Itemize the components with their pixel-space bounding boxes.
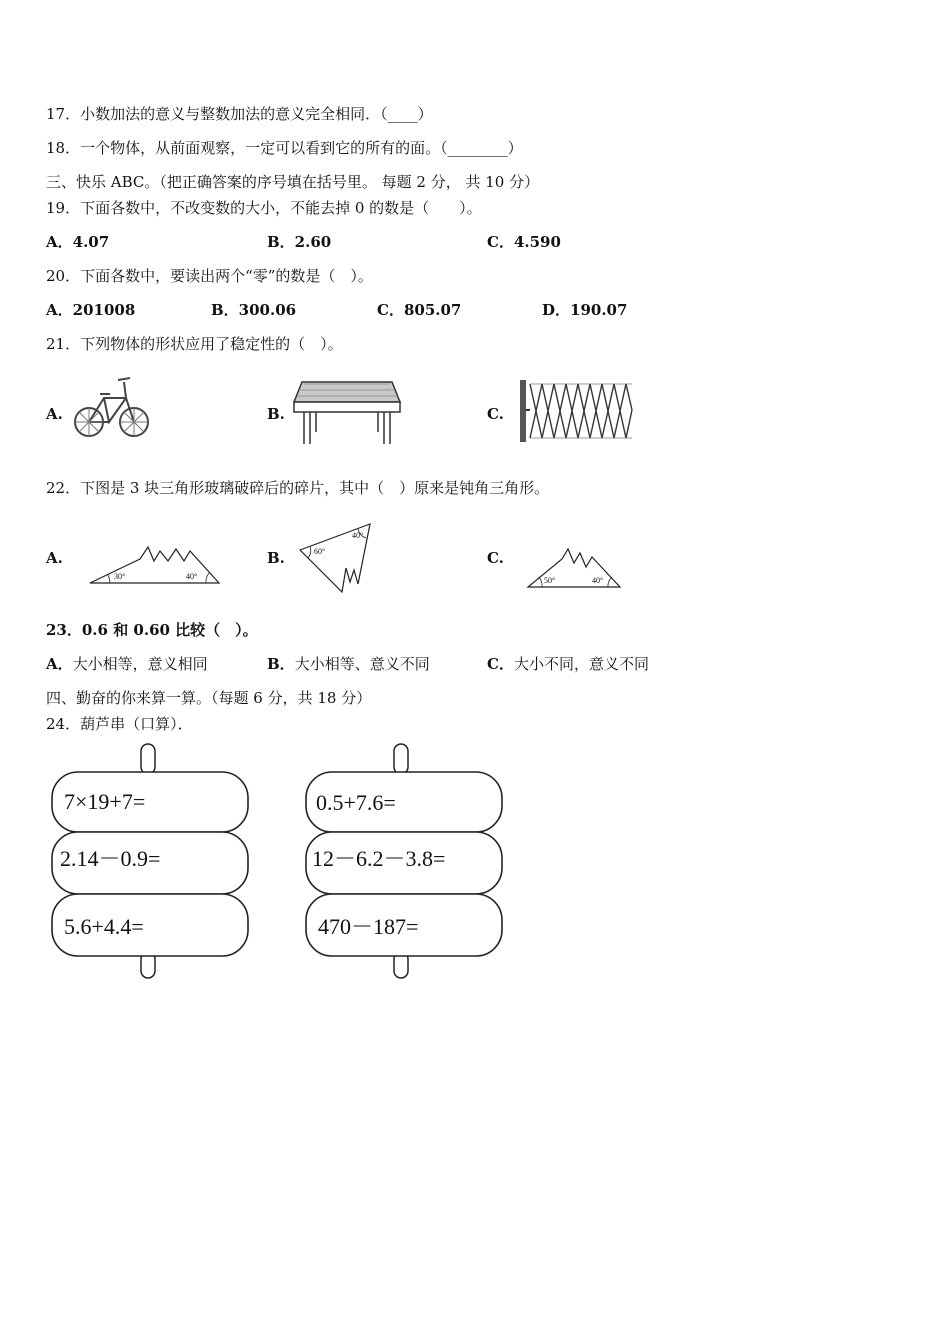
gourd-left-expression-2: 2.14－0.9= bbox=[60, 846, 161, 871]
gourd-left-expression-1: 7×19+7= bbox=[64, 789, 146, 814]
q20-option-a: A．201008 bbox=[46, 301, 136, 319]
gourd-right-expression-3: 470－187= bbox=[318, 914, 419, 939]
gourd-right-expression-2: 12－6.2－3.8= bbox=[312, 846, 446, 871]
gourd-left-expression-3: 5.6+4.4= bbox=[64, 914, 144, 939]
section-3-heading: 三、快乐 ABC。（把正确答案的序号填在括号里。 每题 2 分， 共 10 分） bbox=[46, 173, 540, 191]
question-17: 17．小数加法的意义与整数加法的意义完全相同．（____） bbox=[46, 105, 433, 123]
question-23: 23．0.6 和 0.60 比较（ ）。 bbox=[46, 621, 258, 639]
question-18: 18．一个物体，从前面观察，一定可以看到它的所有的面。（________） bbox=[46, 139, 523, 157]
gourd-skewer-right bbox=[302, 742, 508, 982]
angle-label: 40° bbox=[186, 572, 198, 581]
q22-label-b: B. bbox=[267, 549, 285, 567]
question-21: 21．下列物体的形状应用了稳定性的（ ）。 bbox=[46, 335, 343, 353]
q23-option-b: B．大小相等、意义不同 bbox=[267, 655, 430, 673]
q23-option-c: C．大小不同，意义不同 bbox=[487, 655, 649, 673]
scissor-gate-image bbox=[518, 380, 636, 442]
triangle-fragment-a bbox=[86, 545, 222, 587]
q21-label-b: B. bbox=[267, 405, 285, 423]
triangle-fragment-c bbox=[524, 545, 624, 591]
question-22: 22．下图是 3 块三角形玻璃破碎后的碎片，其中（ ）原来是钝角三角形。 bbox=[46, 479, 550, 497]
q23-option-a: A．大小相等，意义相同 bbox=[46, 655, 208, 673]
q20-option-b: B．300.06 bbox=[211, 301, 297, 319]
q19-option-c: C．4.590 bbox=[487, 233, 561, 251]
gourd-right-expression-1: 0.5+7.6= bbox=[316, 790, 396, 815]
gourd-skewer-left bbox=[48, 742, 254, 982]
angle-label: 40° bbox=[592, 576, 604, 585]
angle-label: 60° bbox=[314, 547, 326, 556]
q19-option-a: A．4.07 bbox=[46, 233, 110, 251]
triangle-fragment-b bbox=[296, 520, 376, 594]
q21-label-c: C. bbox=[487, 405, 504, 423]
q19-option-b: B．2.60 bbox=[267, 233, 332, 251]
angle-label: 50° bbox=[544, 576, 556, 585]
table-image bbox=[292, 380, 402, 446]
angle-label: 30° bbox=[114, 572, 126, 581]
bicycle-image bbox=[74, 368, 150, 444]
q20-option-d: D．190.07 bbox=[542, 301, 628, 319]
angle-label: 40° bbox=[352, 531, 364, 540]
q22-label-c: C. bbox=[487, 549, 504, 567]
question-19: 19．下面各数中，不改变数的大小，不能去掉 0 的数是（ ）。 bbox=[46, 199, 482, 217]
question-24: 24．葫芦串（口算）． bbox=[46, 715, 193, 733]
q20-option-c: C．805.07 bbox=[377, 301, 462, 319]
question-20: 20．下面各数中，要读出两个“零”的数是（ ）。 bbox=[46, 267, 373, 285]
q22-label-a: A. bbox=[46, 549, 63, 567]
q21-label-a: A. bbox=[46, 405, 63, 423]
section-4-heading: 四、勤奋的你来算一算。（每题 6 分，共 18 分） bbox=[46, 689, 372, 707]
